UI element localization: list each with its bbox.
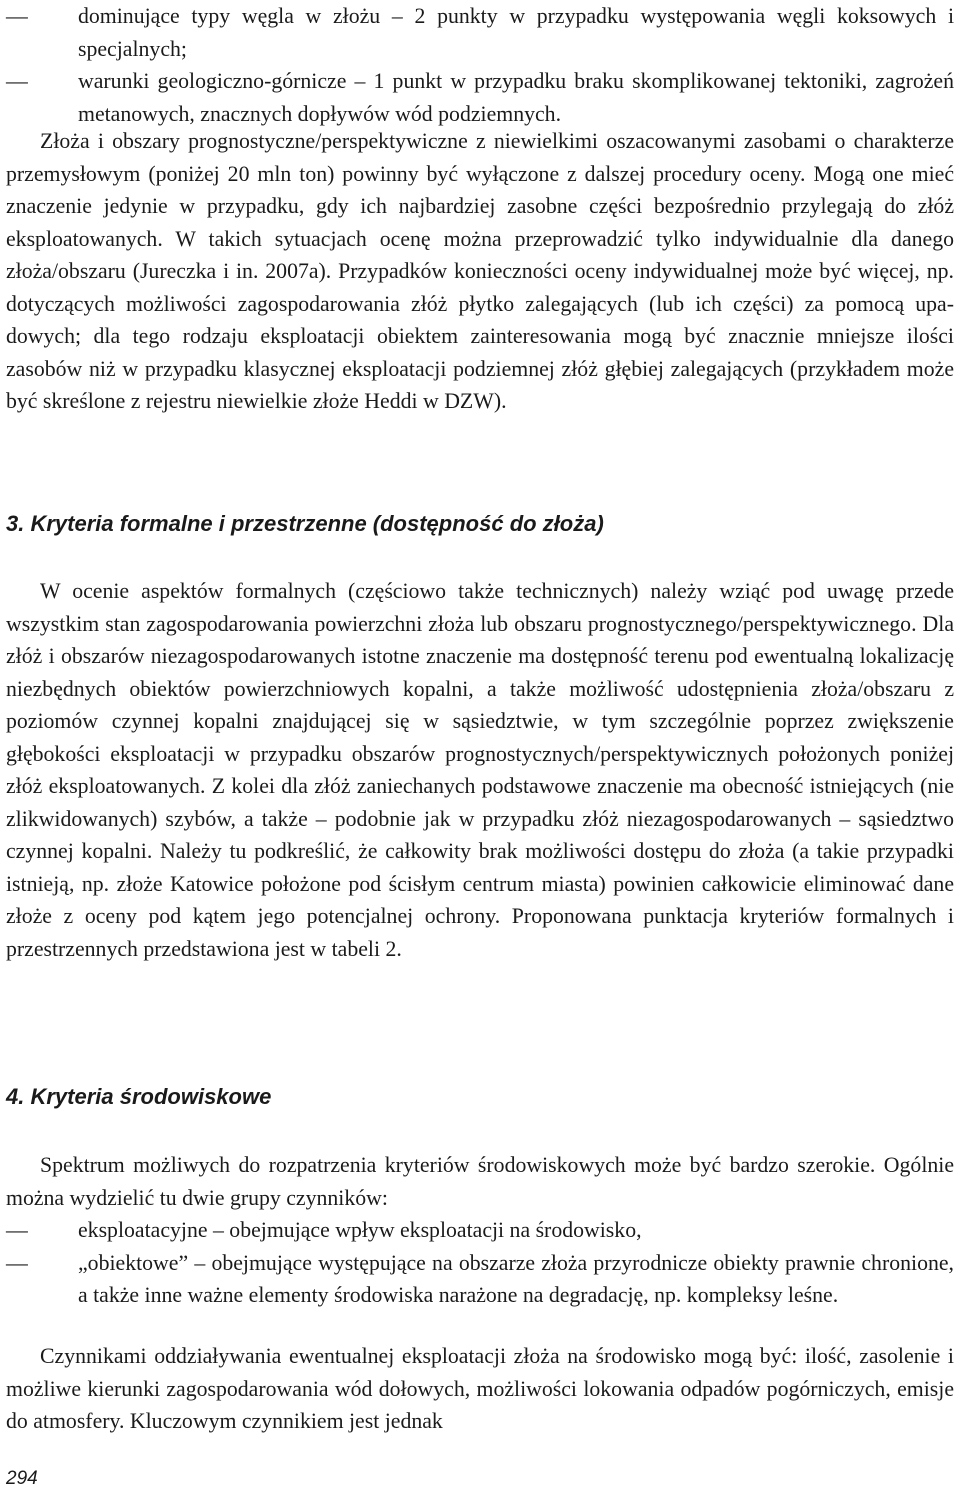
list-dash: — <box>6 1218 28 1242</box>
paragraph-3: Spektrum możliwych do rozpatrzenia kryteriów środowiskowych może być bardzo szerokie. Ogólnie można wydzielić tu dwie grupy czynników: <box>6 1153 954 1210</box>
section-heading-4: 4. Kryteria środowiskowe <box>6 1084 272 1109</box>
list-item-text: „obiektowe” – obejmujące występujące na obszarze złoża przyrodnicze obiekty prawnie chronione, a także inne ważne elementy środowiska narażone na degradację, np. kompleksy leśne. <box>78 1250 954 1307</box>
list-item <box>6 0 954 65</box>
list-dash: — <box>6 69 28 93</box>
paragraph-4: Czynnikami oddziaływania ewentualnej eksploatacji złoża na środowisko mogą być: ilość, zasolenie i możliwe kierunki zagospodarowania wód dołowych, możliwości lokowania odpadów pogórniczych, emisje do atmosfery. Kluczowym czynnikiem jest jednak <box>6 1344 954 1433</box>
page-number: 294 <box>6 1468 38 1489</box>
paragraph-1: Złoża i obszary prognostyczne/perspektywiczne z niewielkimi oszacowanymi zasobami o charakterze przemysłowym (poniżej 20 mln ton) powinny być wyłączone z dalszej procedury oceny. Mogą one mieć znaczenie jedynie w przypadku, gdy ich najbardziej zasobne części bezpośrednio przylegają do złóż eksploatowanych. W takich sytuacjach ocenę można przeprowadzić tylko indywidualnie dla danego złoża/obszaru (Jureczka i in. 2007a). Przypadków konieczności oceny indywidualnej może być więcej, np. dotyczących możliwości zagospodarowania złóż płytko zalegających (lub ich części) za pomocą upadowych; dla tego rodzaju eksploatacji obiektem zainteresowania mogą być znacznie mniejsze ilości zasobów niż w przypadku klasycznej eksploatacji podziemnej złóż głębiej zalegających (przykładem może być skreślone z rejestru niewielkie złoże Heddi w DZW). <box>6 129 954 413</box>
list-item-text: dominujące typy węgla w złożu – 2 punkty w przypadku występowania węgli koksowych i specjalnych; <box>78 4 954 61</box>
list-dash: — <box>6 1250 28 1275</box>
list-item <box>6 65 954 130</box>
list-item <box>6 1214 954 1247</box>
paragraph-2: W ocenie aspektów formalnych (częściowo także technicznych) należy wziąć pod uwagę przede wszystkim stan zagospodarowania powierzchni złoża lub obszaru prognostycznego/perspektywicznego. Dla złóż i obszarów niezagospodarowanych istotne znaczenie ma dostępność terenu pod ewentualną lokalizację niezbędnych obiektów powierzchniowych kopalni, a także możliwość udostępnienia złoża/obszaru z poziomów czynnej kopalni znajdującej się w sąsiedztwie, w tym szczególnie poprzez zwiększenie głębokości eksploatacji w przypadku obszarów prognostycznych/perspektywicznych położonych poniżej złóż eksploatowanych. Z kolei dla złóż zaniechanych podstawowe znaczenie ma obecność istniejących (nie zlikwidowanych) szybów, a także – podobnie jak w przypadku złóż niezagospodarowanych – sąsiedztwo czynnej kopalni. Należy tu podkreślić, że całkowity brak możliwości dostępu do złoża (a takie przypadki istnieją, np. złoże Katowice położone pod ścisłym centrum miasta) powinien całkowicie eliminować dane złoże z oceny pod kątem jego potencjalnej ochrony. Proponowana punktacja kryteriów formalnych i przestrzennych przedstawiona jest w tabeli 2. <box>6 579 954 961</box>
list-item-text: eksploatacyjne – obejmujące wpływ eksploatacji na środowisko, <box>78 1218 642 1242</box>
list-dash: — <box>6 4 28 28</box>
list-environmental <box>6 1214 954 1312</box>
list-item <box>6 1247 954 1312</box>
list-top <box>6 0 954 130</box>
list-item-text: warunki geologiczno-górnicze – 1 punkt w przypadku braku skomplikowanej tektoniki, zagrożeń metanowych, znacznych dopływów wód podziemnych. <box>78 69 954 126</box>
section-heading-3: 3. Kryteria formalne i przestrzenne (dostępność do złoża) <box>6 511 604 536</box>
